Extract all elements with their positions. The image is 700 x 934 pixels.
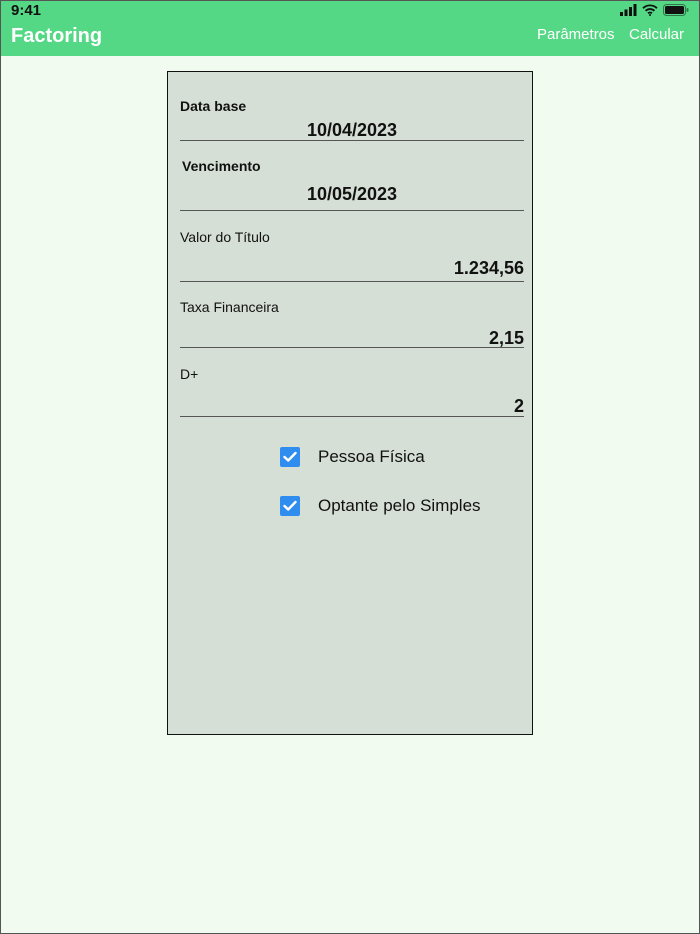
calcular-button[interactable]: Calcular <box>629 26 685 43</box>
vencimento-underline <box>180 210 524 211</box>
checkmark-icon <box>283 451 297 463</box>
status-icons <box>620 3 689 16</box>
app-title: Factoring <box>11 25 103 47</box>
checkmark-icon <box>283 500 297 512</box>
d-plus-field[interactable]: 2 <box>513 396 524 416</box>
wifi-icon <box>642 4 658 16</box>
vencimento-field[interactable]: 10/05/2023 <box>306 184 398 204</box>
valor-titulo-underline <box>180 281 524 282</box>
signal-icon <box>620 4 637 16</box>
vencimento-label: Vencimento <box>182 158 261 174</box>
pessoa-fisica-checkbox-row[interactable] <box>280 447 425 467</box>
battery-icon <box>663 4 689 16</box>
parametros-button[interactable]: Parâmetros <box>537 26 615 43</box>
optante-simples-label: Optante pelo Simples <box>318 496 481 515</box>
data-base-label: Data base <box>180 98 247 114</box>
form-card <box>167 71 533 735</box>
status-time: 9:41 <box>11 2 42 19</box>
app-header <box>1 1 699 56</box>
taxa-financeira-label: Taxa Financeira <box>180 299 279 315</box>
taxa-financeira-field[interactable]: 2,15 <box>488 328 524 348</box>
valor-titulo-field[interactable]: 1.234,56 <box>453 258 524 278</box>
optante-simples-checkbox-row[interactable] <box>280 496 481 516</box>
data-base-underline <box>180 140 524 141</box>
d-plus-label: D+ <box>180 366 199 382</box>
pessoa-fisica-checkbox[interactable] <box>280 447 300 467</box>
d-plus-underline <box>180 416 524 417</box>
taxa-financeira-underline <box>180 347 524 348</box>
pessoa-fisica-label: Pessoa Física <box>318 447 425 466</box>
valor-titulo-label: Valor do Título <box>180 229 270 245</box>
data-base-field[interactable]: 10/04/2023 <box>306 120 398 140</box>
optante-simples-checkbox[interactable] <box>280 496 300 516</box>
